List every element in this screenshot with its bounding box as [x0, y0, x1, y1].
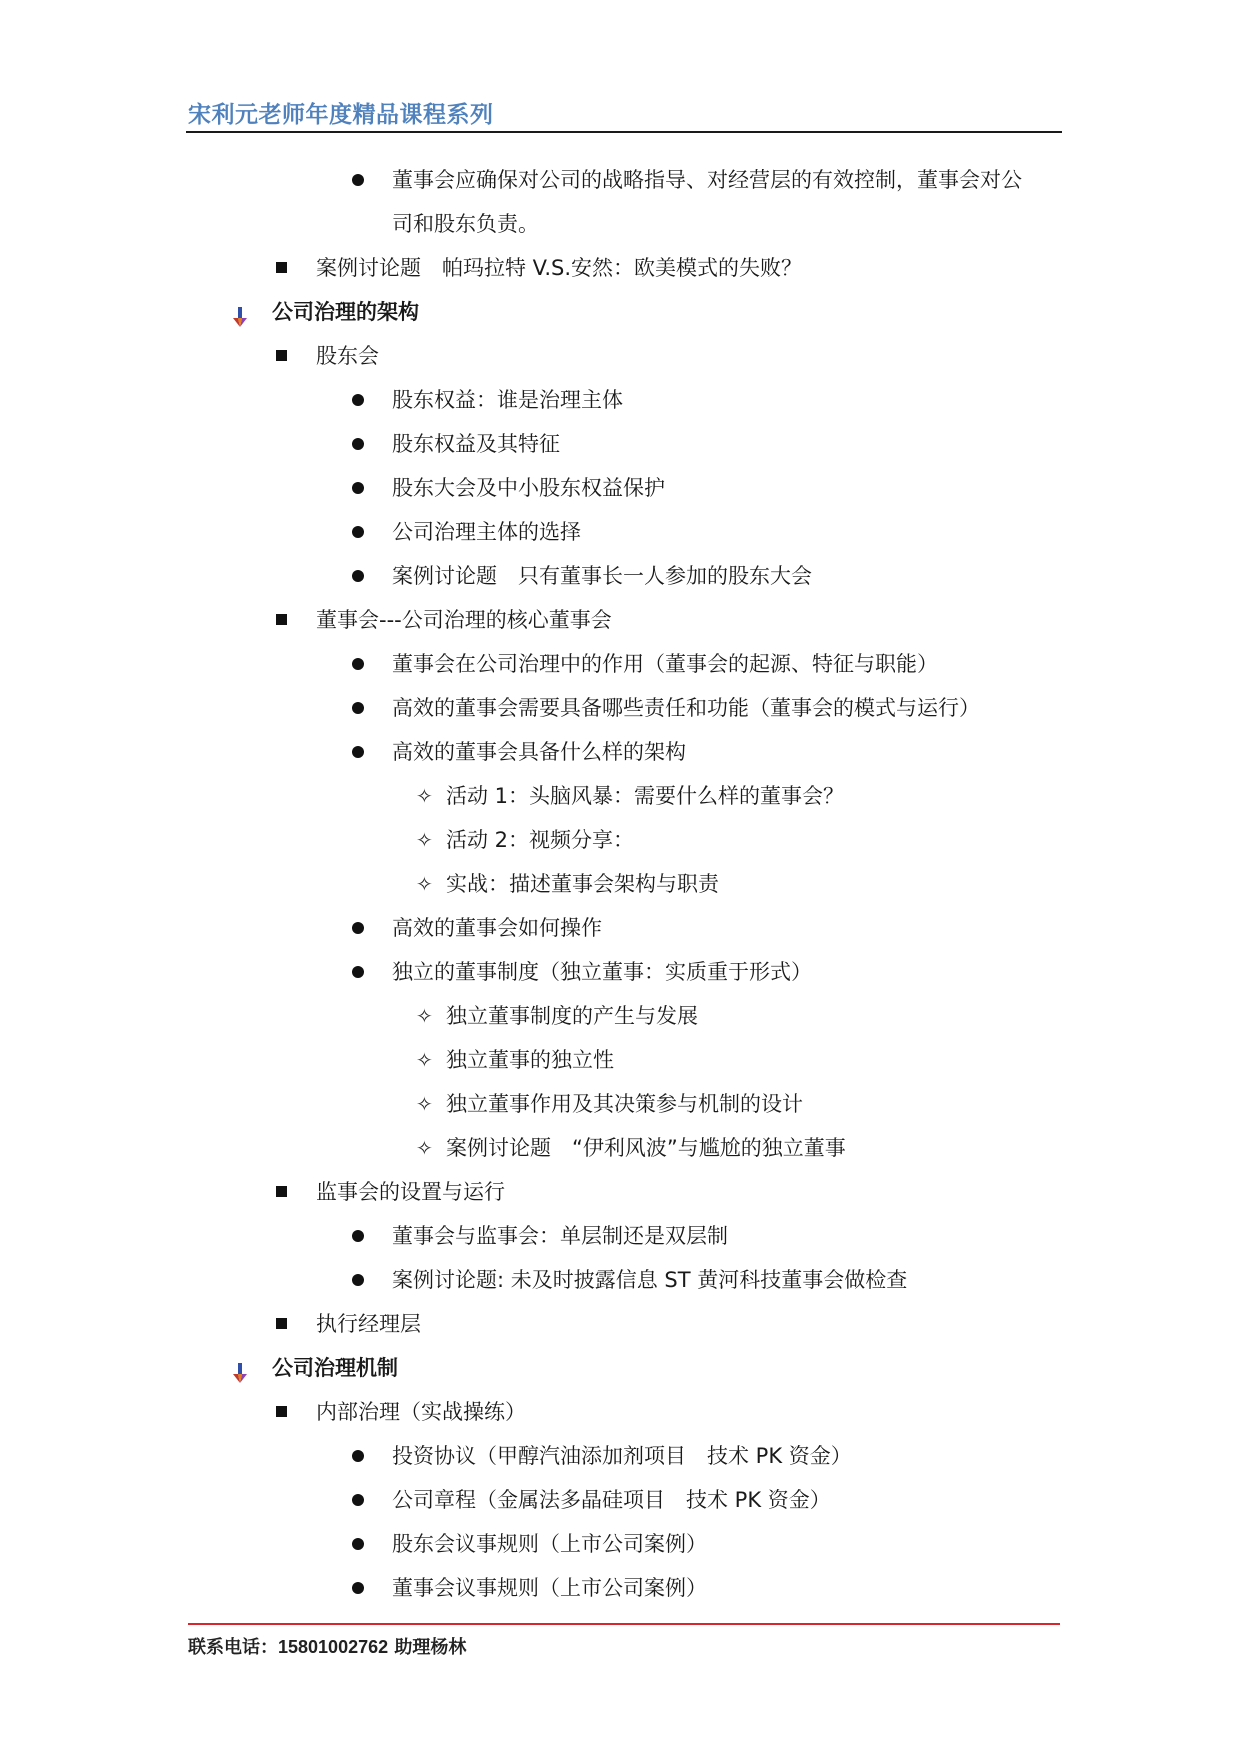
header-divider: [186, 131, 1062, 133]
list-item-text: 公司治理主体的选择: [392, 520, 581, 544]
bullet-dot-icon: [352, 570, 364, 582]
list-item: [0, 512, 1241, 556]
list-item: [0, 952, 1241, 996]
list-item: [0, 908, 1241, 952]
list-item: [0, 336, 1241, 380]
list-item: [0, 732, 1241, 776]
list-item: [0, 864, 1241, 908]
outline-list: [0, 160, 1241, 1612]
footer-contact: [188, 1633, 466, 1659]
list-item-text: 活动 2：视频分享：: [446, 828, 635, 852]
list-item: [0, 1436, 1241, 1480]
bullet-dot-icon: [352, 658, 364, 670]
list-item-text: 实战：描述董事会架构与职责: [446, 872, 719, 896]
square-bullet-icon: [276, 350, 287, 361]
footer-assistant: 助理杨林: [388, 1637, 467, 1658]
list-item-text: 独立董事制度的产生与发展: [446, 1004, 698, 1028]
square-bullet-icon: [276, 1186, 287, 1197]
list-item: [0, 776, 1241, 820]
list-item: [0, 380, 1241, 424]
section-heading: [0, 292, 1241, 336]
square-bullet-icon: [276, 262, 287, 273]
bullet-dot-icon: [352, 1494, 364, 1506]
bullet-dot-icon: [352, 526, 364, 538]
list-item-text: 执行经理层: [316, 1312, 421, 1336]
bullet-dot-icon: [352, 746, 364, 758]
bullet-dot-icon: [352, 438, 364, 450]
list-item-text: 案例讨论题: 未及时披露信息 ST 黄河科技董事会做检查: [392, 1268, 908, 1292]
list-item: [0, 820, 1241, 864]
down-arrow-icon: [230, 1357, 250, 1379]
list-item-text: 高效的董事会如何操作: [392, 916, 602, 940]
list-item-text: 股东大会及中小股东权益保护: [392, 476, 665, 500]
list-item: [0, 1260, 1241, 1304]
bullet-dot-icon: [352, 922, 364, 934]
bullet-dot-icon: [352, 1582, 364, 1594]
four-point-star-icon: ✧: [416, 828, 433, 852]
footer-phone: 15801002762: [278, 1637, 389, 1657]
bullet-dot-icon: [352, 1274, 364, 1286]
list-item-text: 案例讨论题 只有董事长一人参加的股东大会: [392, 564, 812, 588]
list-item-text: 案例讨论题 “伊利风波”与尴尬的独立董事: [446, 1136, 846, 1160]
list-item-text: 董事会应确保对公司的战略指导、对经营层的有效控制，董事会对公: [392, 168, 1022, 192]
down-arrow-icon: [230, 301, 250, 323]
list-item-text: 公司治理机制: [272, 1356, 398, 1380]
list-item-text: 公司章程（金属法多晶硅项目 技术 PK 资金）: [392, 1488, 831, 1512]
list-item: [0, 1128, 1241, 1172]
list-item-text: 公司治理的架构: [272, 300, 419, 324]
footer-divider: [188, 1623, 1060, 1625]
bullet-dot-icon: [352, 394, 364, 406]
list-item: [0, 1172, 1241, 1216]
list-item-text: 独立的董事制度（独立董事：实质重于形式）: [392, 960, 812, 984]
list-item: [0, 600, 1241, 644]
four-point-star-icon: ✧: [416, 1004, 433, 1028]
list-item-text: 案例讨论题 帕玛拉特 V.S.安然：欧美模式的失败？: [316, 256, 803, 280]
list-item: [0, 1216, 1241, 1260]
footer-contact-label: 联系电话：: [188, 1637, 278, 1658]
list-item-text: 活动 1：头脑风暴：需要什么样的董事会？: [446, 784, 845, 808]
bullet-dot-icon: [352, 966, 364, 978]
four-point-star-icon: ✧: [416, 1092, 433, 1116]
list-item: [0, 1304, 1241, 1348]
list-item-text: 独立董事的独立性: [446, 1048, 614, 1072]
four-point-star-icon: ✧: [416, 784, 433, 808]
list-item-text: 股东会: [316, 344, 379, 368]
list-item: [0, 468, 1241, 512]
list-item: [0, 1040, 1241, 1084]
list-item-text: 股东权益：谁是治理主体: [392, 388, 623, 412]
list-item-text: 独立董事作用及其决策参与机制的设计: [446, 1092, 803, 1116]
list-item-text: 司和股东负责。: [392, 212, 539, 236]
list-item: [0, 996, 1241, 1040]
list-item: [0, 248, 1241, 292]
list-item: [0, 1568, 1241, 1612]
four-point-star-icon: ✧: [416, 1048, 433, 1072]
bullet-dot-icon: [352, 174, 364, 186]
list-item-text: 高效的董事会需要具备哪些责任和功能（董事会的模式与运行）: [392, 696, 980, 720]
section-heading: [0, 1348, 1241, 1392]
four-point-star-icon: ✧: [416, 872, 433, 896]
list-item: [0, 1392, 1241, 1436]
list-item: [0, 1084, 1241, 1128]
four-point-star-icon: ✧: [416, 1136, 433, 1160]
list-item-text: 监事会的设置与运行: [316, 1180, 505, 1204]
square-bullet-icon: [276, 1406, 287, 1417]
page-header-title: 宋利元老师年度精品课程系列: [188, 102, 494, 128]
bullet-dot-icon: [352, 702, 364, 714]
list-item-text: 高效的董事会具备什么样的架构: [392, 740, 686, 764]
list-item: [0, 424, 1241, 468]
list-item-text: 投资协议（甲醇汽油添加剂项目 技术 PK 资金）: [392, 1444, 852, 1468]
list-item-text: 董事会与监事会：单层制还是双层制: [392, 1224, 728, 1248]
list-item: [0, 688, 1241, 732]
bullet-dot-icon: [352, 1450, 364, 1462]
list-item: [0, 1480, 1241, 1524]
list-item-text: 股东会议事规则（上市公司案例）: [392, 1532, 707, 1556]
list-item-text: 董事会在公司治理中的作用（董事会的起源、特征与职能）: [392, 652, 938, 676]
bullet-dot-icon: [352, 1230, 364, 1242]
square-bullet-icon: [276, 614, 287, 625]
list-item-text: 董事会---公司治理的核心董事会: [316, 608, 612, 632]
list-item: [0, 556, 1241, 600]
bullet-dot-icon: [352, 1538, 364, 1550]
square-bullet-icon: [276, 1318, 287, 1329]
bullet-dot-icon: [352, 482, 364, 494]
list-item-text: 董事会议事规则（上市公司案例）: [392, 1576, 707, 1600]
list-item-text: 股东权益及其特征: [392, 432, 560, 456]
list-item: [0, 204, 1241, 248]
list-item: [0, 1524, 1241, 1568]
list-item-text: 内部治理（实战操练）: [316, 1400, 526, 1424]
list-item: [0, 644, 1241, 688]
list-item: [0, 160, 1241, 204]
